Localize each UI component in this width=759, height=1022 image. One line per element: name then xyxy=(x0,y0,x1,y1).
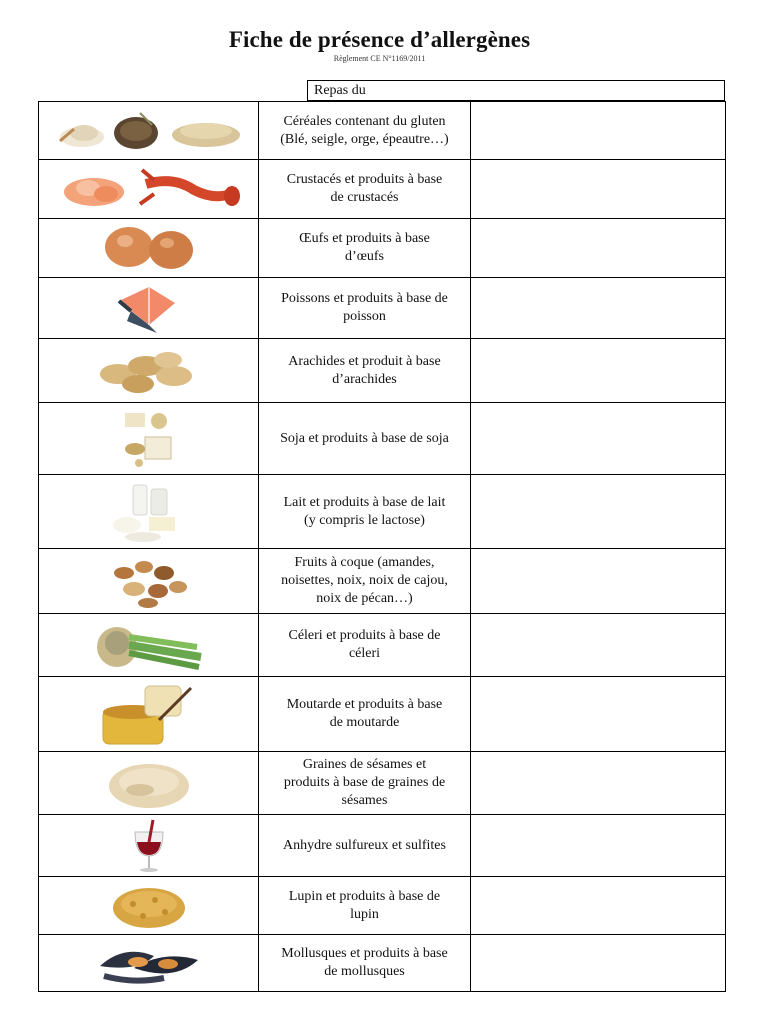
allergen-label-cell xyxy=(259,219,471,278)
lupin-icon xyxy=(109,880,189,932)
table-row xyxy=(39,339,726,403)
allergen-label: Moutarde et produits à base de moutarde xyxy=(286,697,443,730)
table-row xyxy=(39,677,726,752)
table-row xyxy=(39,549,726,614)
allergen-label: Graines de sésames et produits à base de graines de sésames xyxy=(283,757,446,808)
presence-cell[interactable] xyxy=(471,160,726,219)
presence-cell[interactable] xyxy=(471,403,726,475)
allergen-label-cell xyxy=(259,160,471,219)
presence-cell[interactable] xyxy=(471,677,726,752)
mussels-icon xyxy=(94,938,204,988)
allergen-label-cell xyxy=(259,339,471,403)
repas-du-field[interactable] xyxy=(307,80,725,101)
table-row xyxy=(39,752,726,815)
allergen-image-cell xyxy=(39,475,259,549)
allergen-label: Lupin et produits à base de lupin xyxy=(288,888,441,922)
presence-cell[interactable] xyxy=(471,278,726,339)
page-title: Fiche de présence d’allergènes xyxy=(228,27,531,52)
sesame-icon xyxy=(104,756,194,810)
allergen-label-cell xyxy=(259,475,471,549)
crustaceans-icon xyxy=(54,164,244,214)
table-row xyxy=(39,278,726,339)
presence-cell[interactable] xyxy=(471,102,726,160)
repas-du-label: Repas du xyxy=(314,83,366,98)
allergen-label-cell xyxy=(259,614,471,677)
allergen-image-cell xyxy=(39,339,259,403)
presence-cell[interactable] xyxy=(471,935,726,992)
allergen-image-cell xyxy=(39,549,259,614)
table-row xyxy=(39,475,726,549)
allergen-label: Anhydre sulfureux et sulfites xyxy=(283,837,446,853)
allergen-label: Soja et produits à base de soja xyxy=(280,430,449,446)
allergen-label: Céréales contenant du gluten (Blé, seigle, orge, épeautre…) xyxy=(280,113,449,147)
allergen-image-cell xyxy=(39,935,259,992)
allergen-table xyxy=(38,101,726,992)
milk-icon xyxy=(109,479,189,545)
table-row xyxy=(39,935,726,992)
allergen-label: Poissons et produits à base de poisson xyxy=(281,291,448,324)
presence-cell[interactable] xyxy=(471,752,726,815)
eggs-icon xyxy=(99,223,199,273)
allergen-label-cell xyxy=(259,278,471,339)
table-row xyxy=(39,877,726,935)
presence-cell[interactable] xyxy=(471,219,726,278)
allergen-label-cell xyxy=(259,752,471,815)
allergen-label: Mollusques et produits à base de mollusques xyxy=(281,946,448,979)
peanuts-icon xyxy=(94,344,204,398)
table-row xyxy=(39,815,726,877)
allergen-label: Lait et produits à base de lait (y compris le lactose) xyxy=(283,494,446,528)
allergen-image-cell xyxy=(39,815,259,877)
allergen-image-cell xyxy=(39,278,259,339)
allergen-label-cell xyxy=(259,815,471,877)
allergen-label-cell xyxy=(259,935,471,992)
table-row xyxy=(39,102,726,160)
soy-icon xyxy=(119,407,179,471)
table-row xyxy=(39,160,726,219)
allergen-label-cell xyxy=(259,549,471,614)
allergen-label: Céleri et produits à base de céleri xyxy=(288,628,441,661)
celery-icon xyxy=(89,617,209,673)
allergen-image-cell xyxy=(39,403,259,475)
fish-icon xyxy=(109,281,189,335)
allergen-label-cell xyxy=(259,102,471,160)
allergen-image-cell xyxy=(39,219,259,278)
allergen-image-cell xyxy=(39,752,259,815)
allergen-label-cell xyxy=(259,877,471,935)
allergen-label: Crustacés et produits à base de crustacés xyxy=(286,172,443,205)
allergen-label: Fruits à coque (amandes, noisettes, noix, noix de cajou, noix de pécan…) xyxy=(281,555,448,606)
presence-cell[interactable] xyxy=(471,549,726,614)
presence-cell[interactable] xyxy=(471,877,726,935)
allergen-label-cell xyxy=(259,677,471,752)
allergen-image-cell xyxy=(39,877,259,935)
allergen-label: Œufs et produits à base d’œufs xyxy=(299,231,430,264)
allergen-image-cell xyxy=(39,614,259,677)
presence-cell[interactable] xyxy=(471,475,726,549)
allergen-label: Arachides et produit à base d’arachides xyxy=(288,353,441,387)
wine-glass-icon xyxy=(129,818,169,874)
allergen-image-cell xyxy=(39,160,259,219)
presence-cell[interactable] xyxy=(471,815,726,877)
mustard-icon xyxy=(99,680,199,748)
presence-cell[interactable] xyxy=(471,339,726,403)
cereals-icon xyxy=(54,109,244,153)
table-row xyxy=(39,219,726,278)
nuts-icon xyxy=(104,553,194,609)
allergen-image-cell xyxy=(39,102,259,160)
allergen-label-cell xyxy=(259,403,471,475)
table-row xyxy=(39,403,726,475)
table-row xyxy=(39,614,726,677)
presence-cell[interactable] xyxy=(471,614,726,677)
allergen-image-cell xyxy=(39,677,259,752)
regulation-subtitle: Règlement CE N°1169/2011 xyxy=(333,54,426,63)
